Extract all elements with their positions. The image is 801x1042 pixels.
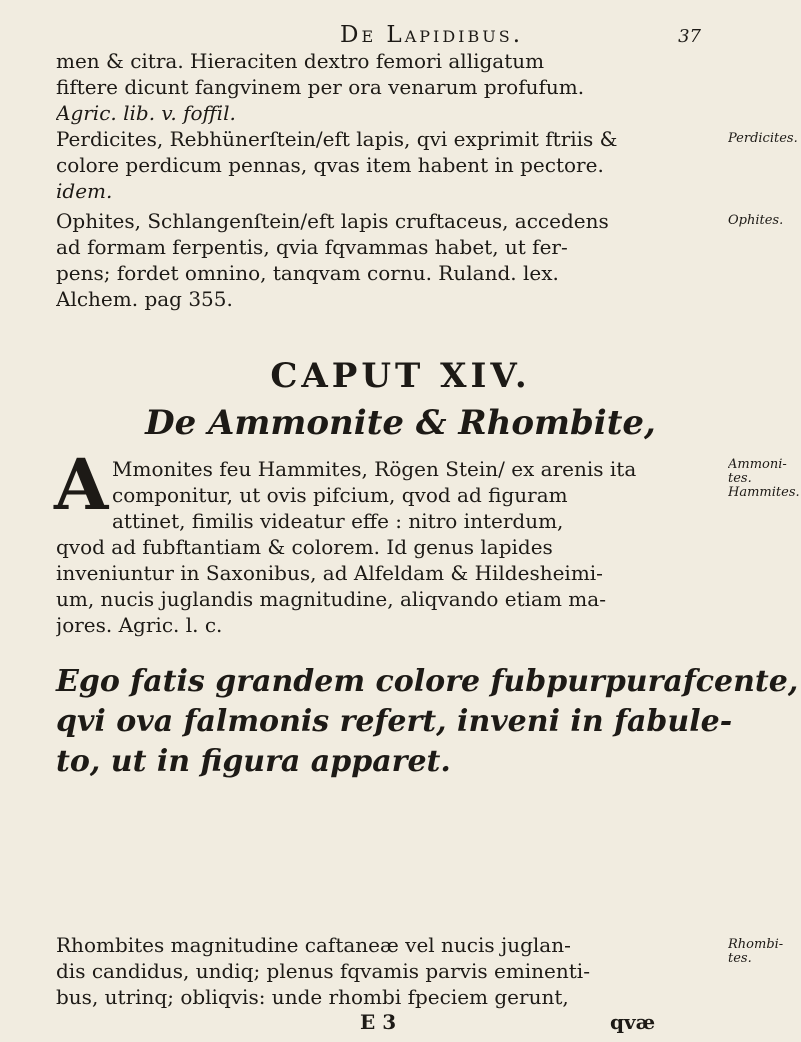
chapter-title: De Ammonite & Rhombite, [145,403,656,443]
text-line: inveniuntur in Saxonibus, ad Alfeldam & Hildesheimi- [56,561,603,585]
text-line: idem. [56,179,113,203]
margin-note-rhombites-2: tes. [728,952,752,966]
chapter-number: CAPUT XIV. [270,356,531,396]
text-line: qvod ad fubftantiam & colorem. Id genus lapides [56,535,553,559]
italic-line: qvi ova falmonis refert, inveni in fabule- [56,704,733,739]
margin-note-rhombites: Rhombi- [728,938,784,952]
drop-cap: A [54,443,109,526]
text-line: Agric. lib. v. foffil. [56,101,236,125]
text-line: fiftere dicunt fangvinem per ora venarum profufum. [56,75,585,99]
text-line: componitur, ut ovis pifcium, qvod ad figuram [112,483,568,507]
text-line: attinet, fimilis videatur effe : nitro interdum, [112,509,564,533]
text-line: Rhombites magnitudine caftaneæ vel nucis juglan- [56,933,571,957]
margin-note-hammites: Hammites. [728,486,800,500]
text-line: jores. Agric. l. c. [56,613,223,637]
running-head: De Lapidibus. [340,22,524,48]
page-number: 37 [678,26,701,47]
text-line: ad formam ferpentis, qvia fqvammas habet, ut fer- [56,235,568,259]
italic-line: to, ut in figura apparet. [56,744,451,779]
text-line: Ophites, Schlangenſtein/eft lapis cruftaceus, accedens [56,209,609,233]
text-line: dis candidus, undiq; plenus fqvamis parvis eminenti- [56,959,590,983]
text-line: men & citra. Hieraciten dextro femori alligatum [56,49,545,73]
margin-note-ammonites-2: tes. [728,472,752,486]
text-line: um, nucis juglandis magnitudine, aliqvando etiam ma- [56,587,606,611]
margin-note-ophites: Ophites. [728,214,784,228]
italic-line: Ego fatis grandem colore fubpurpurafcente, [56,664,799,699]
text-line: Perdicites, Rebhünerſtein/eft lapis, qvi exprimit ftriis & [56,127,618,151]
margin-note-ammonites: Ammoni- [728,458,787,472]
catchword: qvæ [610,1010,656,1034]
margin-note-perdicites: Perdicites. [728,132,798,146]
text-line: Mmonites feu Hammites, Rögen Stein/ ex arenis ita [112,457,637,481]
text-line: Alchem. pag 355. [56,287,233,311]
text-line: pens; fordet omnino, tanqvam cornu. Ruland. lex. [56,261,559,285]
signature-mark: E 3 [360,1010,397,1034]
text-line: bus, utrinq; obliqvis: unde rhombi fpeciem gerunt, [56,985,569,1009]
text-line: colore perdicum pennas, qvas item habent in pectore. [56,153,604,177]
